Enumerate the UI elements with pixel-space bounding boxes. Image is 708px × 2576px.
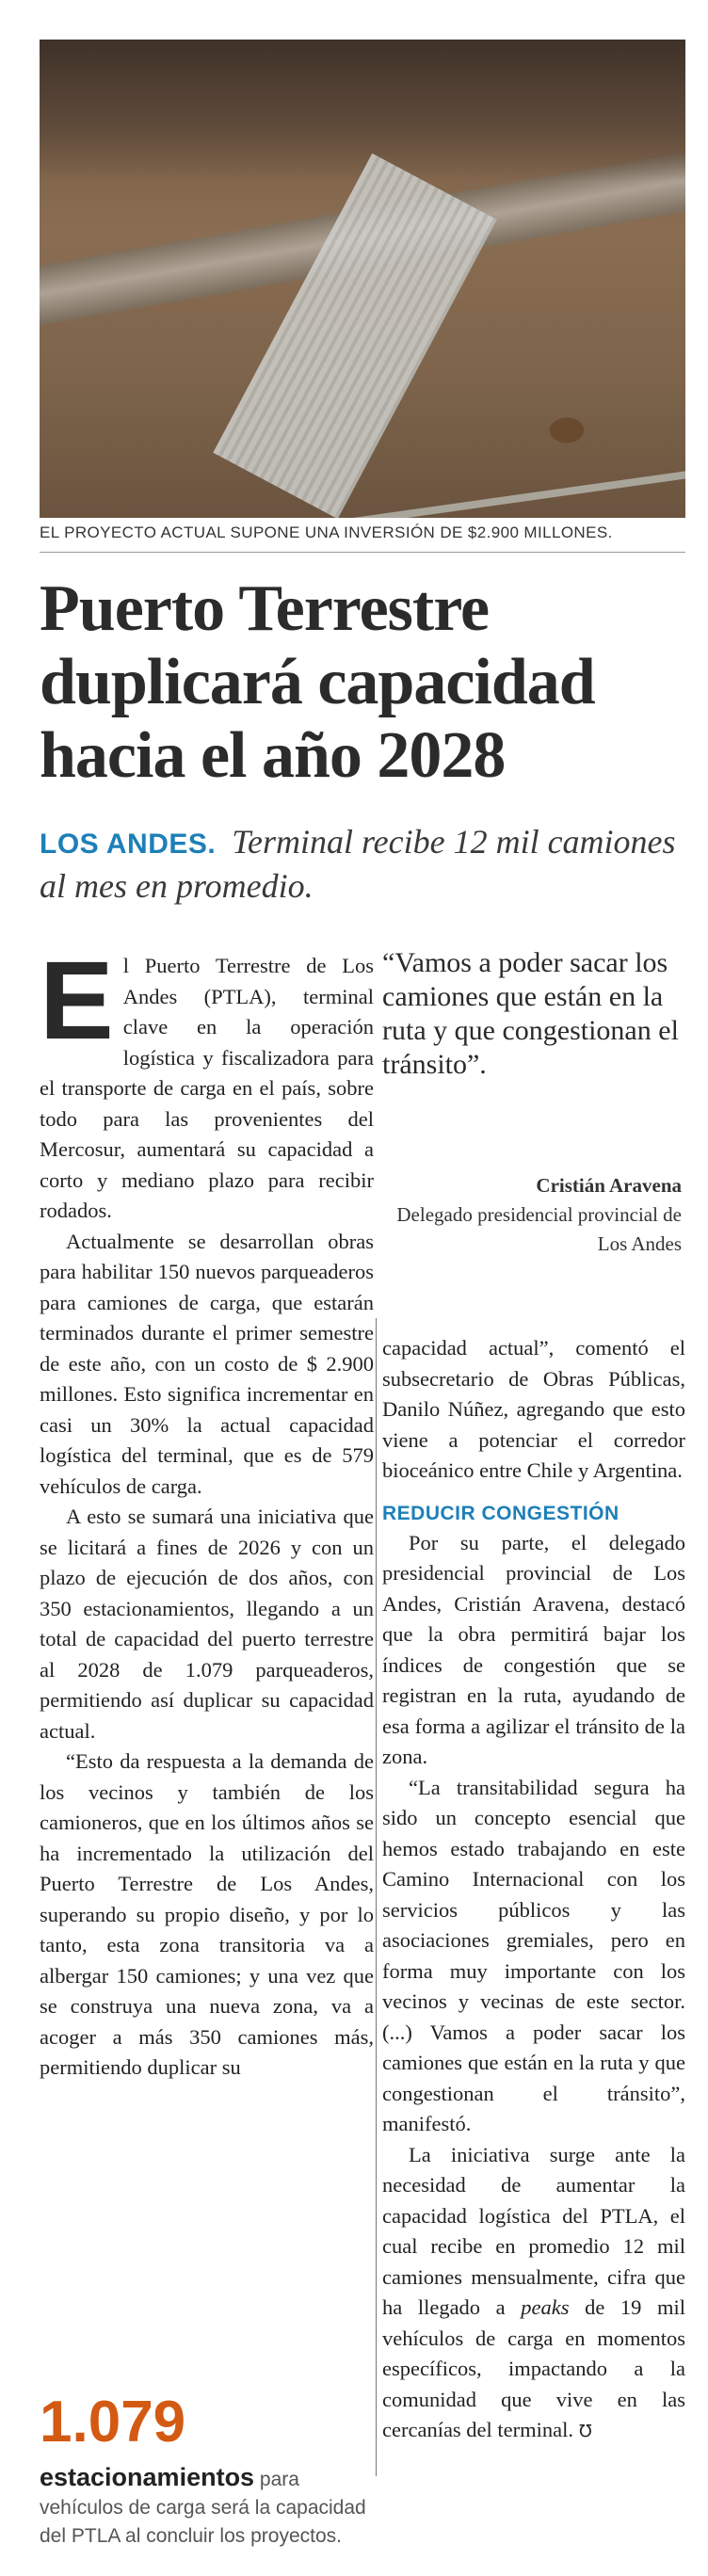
stat-number: 1.079 [40, 2390, 186, 2455]
stat-description [40, 2463, 369, 2551]
quote-author-role: Delegado presidencial provincial de Los Andes [396, 1203, 682, 1255]
road-shape [80, 464, 685, 518]
body-paragraph: Actualmente se desarrollan obras para habilitar 150 nuevos parqueaderos para camiones de carga, que estarán terminados durante el primer semestre de este año, con un costo de $ 2.900 millones. Esto significa incrementar en casi un 30% la actual capacidad logística del terminal, que es de 579 vehículos de carga. [40, 1229, 374, 1498]
body-column-left [40, 939, 374, 2084]
body-paragraph: “La transitabilidad segura ha sido un concepto esencial que hemos estado trabajando en este Camino Internacional con los servicios públicos y las asociaciones gremiales, pero en forma muy importante con los vecinos y vecinas de este sector. (...) Vamos a poder sacar los camiones que están en la ruta y que congestionan el tránsito”, manifestó. [382, 1775, 685, 2135]
terminal-yard-shape [213, 153, 496, 518]
stat-text: para vehículos de carga será la capacidad del PTLA al concluir los proyectos. [40, 2469, 366, 2547]
body-paragraph: Por su parte, el delegado presidencial provincial de Los Andes, Cristián Aravena, destacó que la obra permitirá bajar los índices de congestión que se registran en la ruta, ayudando de esa forma a agilizar el tránsito de la zona. [382, 1530, 685, 1768]
body-text: La iniciativa surge ante la necesidad de aumentar la capacidad logística del PTLA, el cual recibe en promedio 12 mil camiones mensualmente, cifra que ha llegado a [382, 2142, 685, 2319]
body-paragraph [40, 939, 374, 1227]
body-column-right [382, 1333, 685, 2448]
drop-cap: E [40, 939, 114, 1063]
body-paragraph: capacidad actual”, comentó el subsecretario de Obras Públicas, Danilo Núñez, agregando que esto viene a potenciar el corredor bioceánico entre Chile y Argentina. [382, 1336, 685, 1482]
dek-kicker: LOS ANDES. [40, 829, 217, 860]
aerial-terminal-photo [40, 40, 685, 518]
quote-attribution [382, 1171, 682, 1259]
quote-author: Cristián Aravena [536, 1174, 682, 1197]
stat-label: estacionamientos [40, 2463, 255, 2491]
body-paragraph: A esto se sumará una iniciativa que se licitará a fines de 2026 y con un plazo de ejecución de dos años, con 350 estacionamientos, llegando a un total de capacidad del puerto terrestre al 2028 de 1.079 parqueaderos, permitiendo así duplicar su capacidad actual. [40, 1505, 374, 1743]
stat-box [40, 2390, 369, 2551]
body-text: l Puerto Terrestre de Los Andes (PTLA), terminal clave en la operación logística y fiscalizadora para el transporte de carga en el país, sobre todo para las provenientes del Mercosur, aumentará su capacidad a corto y mediano plazo para recibir rodados. [40, 954, 374, 1222]
body-paragraph [382, 2140, 685, 2448]
dek-text: Terminal recibe 12 mil camiones al mes en promedio. [40, 823, 676, 905]
pull-quote: “Vamos a poder sacar los camiones que están en la ruta y que congestionan el tránsito”. [382, 947, 679, 1080]
headline: Puerto Terrestre duplicará capacidad hacia el año 2028 [40, 572, 595, 792]
section-subhead: REDUCIR CONGESTIÓN [382, 1502, 620, 1524]
dek [40, 821, 699, 907]
photo-caption: EL PROYECTO ACTUAL SUPONE UNA INVERSIÓN DE $2.900 MILLONES. [40, 523, 613, 541]
hill-shape [40, 40, 685, 181]
body-emphasis: peaks [521, 2295, 570, 2319]
column-divider [376, 1318, 377, 2476]
body-paragraph: “Esto da respuesta a la demanda de los vecinos y también de los camioneros, que en los últimos años se ha incrementado la utilización del Puerto Terrestre de Los Andes, superando su propio diseño, y por lo tanto, esta zona transitoria va a albergar 150 camiones; y una vez que se construya una nueva zona, va a acoger a más 350 camiones más, permitiendo duplicar su [40, 1749, 374, 2079]
end-mark-icon: ℧ [579, 2422, 592, 2441]
body-text: de 19 mil vehículos de carga en momentos específicos, impactando a la comunidad que vive en las cercanías del terminal. [382, 2295, 685, 2441]
caption-divider [40, 552, 685, 553]
